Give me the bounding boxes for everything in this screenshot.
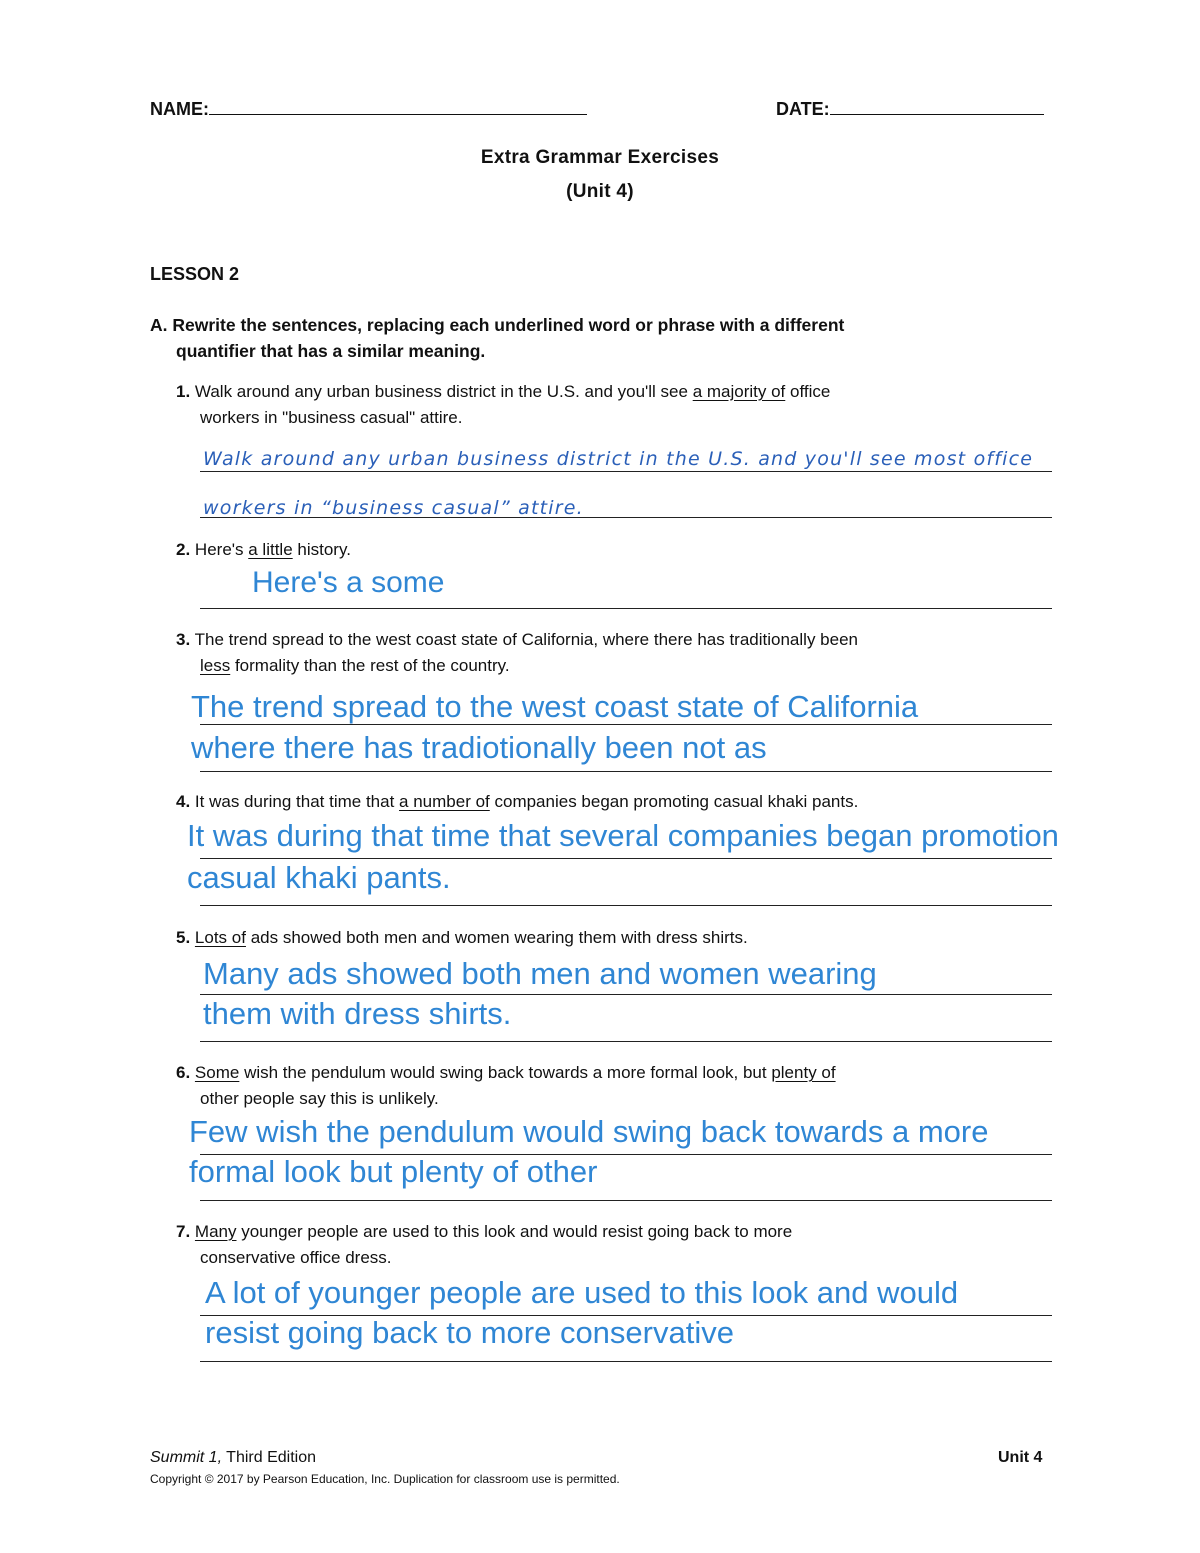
answer-rule [200, 517, 1052, 518]
page-subtitle: (Unit 4) [566, 181, 634, 202]
answer-rule [200, 858, 1052, 859]
question-number: 5. [176, 928, 191, 947]
question-text: Here's [194, 540, 249, 559]
question-number: 3. [176, 630, 191, 649]
question-text: ads showed both men and women wearing them with dress shirts. [245, 928, 748, 947]
copyright-notice: Copyright © 2017 by Pearson Education, Inc. Duplication for classroom use is permitted. [150, 1472, 620, 1486]
question-number: 1. [176, 382, 191, 401]
answer-4-line-1: It was during that time that several companies began promotion [187, 818, 1059, 853]
question-text: younger people are used to this look and would resist going back to more [236, 1222, 793, 1241]
question-1 [176, 379, 1036, 431]
question-text: formality than the rest of the country. [230, 656, 510, 675]
page-title: Extra Grammar Exercises [480, 147, 720, 168]
question-number: 4. [176, 792, 191, 811]
answer-7-line-1: A lot of younger people are used to this look and would [205, 1275, 959, 1310]
answer-rule [200, 994, 1052, 995]
answer-rule [200, 1041, 1052, 1042]
footer-book [150, 1449, 316, 1467]
question-text: workers in "business casual" attire. [200, 408, 463, 427]
underlined-phrase: plenty of [771, 1063, 836, 1082]
question-text: wish the pendulum would swing back towards a more formal look, but [239, 1063, 772, 1082]
question-text: other people say this is unlikely. [200, 1089, 439, 1108]
date-label: DATE: [776, 99, 830, 119]
underlined-phrase: Some [194, 1063, 240, 1082]
name-blank [209, 98, 587, 115]
question-7 [176, 1219, 1036, 1271]
question-5 [176, 925, 1036, 951]
instruction-letter: A. [150, 315, 168, 335]
footer-unit: Unit 4 [998, 1449, 1043, 1466]
answer-7-line-2: resist going back to more conservative [205, 1315, 734, 1350]
question-text: It was during that time that [194, 792, 400, 811]
answer-5-line-2: them with dress shirts. [203, 996, 512, 1031]
underlined-phrase: Lots of [194, 928, 246, 947]
book-edition: Third Edition [222, 1449, 316, 1466]
question-4 [176, 789, 1036, 815]
underlined-phrase: less [200, 656, 231, 675]
date-blank [830, 98, 1044, 115]
question-number: 6. [176, 1063, 191, 1082]
instruction [150, 312, 1050, 364]
lesson-heading: LESSON 2 [150, 264, 240, 284]
answer-rule [200, 771, 1052, 772]
question-text: Walk around any urban business district in the U.S. and you'll see [194, 382, 693, 401]
underlined-phrase: Many [194, 1222, 237, 1241]
answer-6-line-1: Few wish the pendulum would swing back towards a more [189, 1114, 989, 1149]
answer-1-line-1: Walk around any urban business district in the U.S. and you'll see most office [203, 448, 1034, 470]
question-text: office [785, 382, 831, 401]
question-6 [176, 1060, 1036, 1112]
answer-rule [200, 471, 1052, 472]
question-text: history. [292, 540, 351, 559]
instruction-line: Rewrite the sentences, replacing each underlined word or phrase with a different [172, 315, 845, 335]
answer-4-line-2: casual khaki pants. [187, 860, 451, 895]
answer-rule [200, 1200, 1052, 1201]
answer-3-line-1: The trend spread to the west coast state of California [191, 689, 919, 724]
book-title: Summit 1, [150, 1449, 223, 1466]
answer-rule [200, 905, 1052, 906]
answer-rule [200, 608, 1052, 609]
underlined-phrase: a majority of [692, 382, 786, 401]
answer-1-line-2: workers in “business casual” attire. [203, 497, 584, 519]
question-text: The trend spread to the west coast state of California, where there has traditionally been [194, 630, 858, 649]
question-3 [176, 627, 1036, 679]
question-2 [176, 537, 1036, 563]
answer-2-line-1: Here's a some [252, 566, 445, 599]
answer-3-line-2: where there has tradiotionally been not as [191, 730, 767, 765]
answer-6-line-2: formal look but plenty of other [189, 1154, 598, 1189]
instruction-line: quantifier that has a similar meaning. [176, 341, 486, 361]
question-text: conservative office dress. [200, 1248, 392, 1267]
date-field [776, 98, 1044, 120]
underlined-phrase: a number of [399, 792, 490, 811]
name-field [150, 98, 587, 120]
name-label: NAME: [150, 99, 209, 119]
answer-5-line-1: Many ads showed both men and women wearing [203, 956, 877, 991]
answer-rule [200, 724, 1052, 725]
question-number: 7. [176, 1222, 191, 1241]
underlined-phrase: a little [248, 540, 293, 559]
question-text: companies began promoting casual khaki pants. [489, 792, 859, 811]
question-number: 2. [176, 540, 191, 559]
answer-rule [200, 1361, 1052, 1362]
